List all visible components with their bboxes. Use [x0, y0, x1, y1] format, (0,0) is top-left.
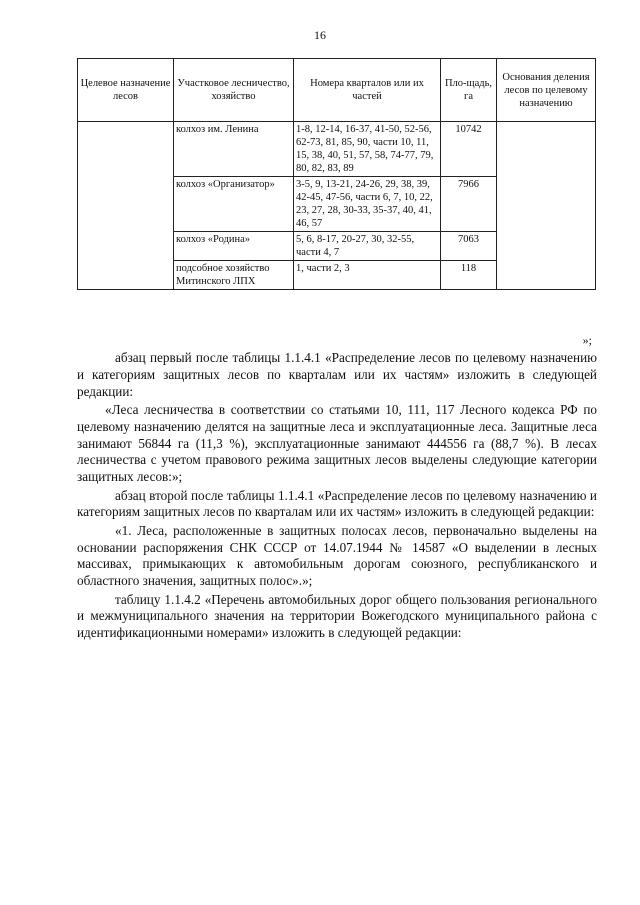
- paragraph: «1. Леса, расположенные в защитных полосах лесов, первоначально выделены на основании распоряжения СНК СССР от 14.07.1944 № 14587 «О выделении в лесных массивах, примыкающих к автомобильным дорогам союзного, республиканского и областного значения, защитных полос».»;: [77, 522, 597, 589]
- quarters-cell: 3-5, 9, 13-21, 24-26, 29, 38, 39, 42-45, 47-56, части 6, 7, 10, 22, 23, 27, 28, 30-33, 35-37, 40, 41, 46, 57: [294, 177, 441, 232]
- paragraph: абзац второй после таблицы 1.1.4.1 «Распределение лесов по целевому назначению и категориям защитных лесов по кварталам или их частям» изложить в следующей редакции:: [77, 487, 597, 520]
- area-cell: 10742: [441, 122, 497, 177]
- table-header-row: [78, 59, 596, 122]
- table-closing-quote: »;: [582, 333, 592, 347]
- paragraph: абзац первый после таблицы 1.1.4.1 «Распределение лесов по целевому назначению и категориям защитных лесов по кварталам или их частям» изложить в следующей редакции:: [77, 350, 597, 399]
- header-basis: Основания деления лесов по целевому назначению: [497, 59, 596, 122]
- header-area: Пло-щадь, га: [441, 59, 497, 122]
- table-row: [78, 122, 596, 177]
- page-number: 16: [314, 28, 326, 42]
- quarters-cell: 1-8, 12-14, 16-37, 41-50, 52-56, 62-73, 81, 85, 90, части 10, 11, 15, 38, 40, 51, 57, 58, 74-77, 79, 80, 82, 83, 89: [294, 122, 441, 177]
- area-cell: 118: [441, 261, 497, 290]
- forest-distribution-table: [77, 58, 596, 290]
- purpose-cell: [78, 122, 174, 290]
- amendment-text: [77, 350, 597, 644]
- paragraph: таблицу 1.1.4.2 «Перечень автомобильных дорог общего пользования регионального и межмуниципального значения на территории Вожегодского муниципального района с идентификационными номерами» изложить в следующей редакции:: [77, 591, 597, 641]
- basis-cell: [497, 122, 596, 290]
- farm-cell: колхоз им. Ленина: [174, 122, 294, 177]
- header-forestry: Участковое лесничество, хозяйство: [174, 59, 294, 122]
- area-cell: 7063: [441, 232, 497, 261]
- quarters-cell: 5, 6, 8-17, 20-27, 30, 32-55, части 4, 7: [294, 232, 441, 261]
- paragraph: «Леса лесничества в соответствии со статьями 10, 111, 117 Лесного кодекса РФ по целевому назначению делятся на защитные леса и эксплуатационные леса. Защитные леса занимают 56844 га (11,3 %), эксплуатационные занимают 444556 га (88,7 %). В лесах лесничества с учетом правового режима защитных лесов выделены следующие категории защитных лесов:»;: [77, 401, 597, 485]
- area-cell: 7966: [441, 177, 497, 232]
- header-quarters: Номера кварталов или их частей: [294, 59, 441, 122]
- farm-cell: колхоз «Организатор»: [174, 177, 294, 232]
- farm-cell: колхоз «Родина»: [174, 232, 294, 261]
- quarters-cell: 1, части 2, 3: [294, 261, 441, 290]
- farm-cell: подсобное хозяйство Митинского ЛПХ: [174, 261, 294, 290]
- header-purpose: Целевое назначение лесов: [78, 59, 174, 122]
